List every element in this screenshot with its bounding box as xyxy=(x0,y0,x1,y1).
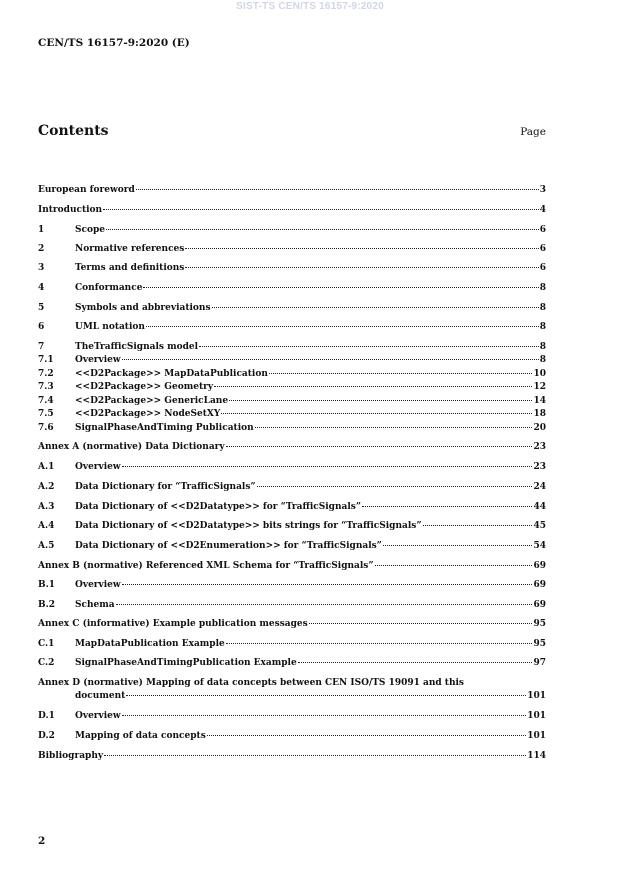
toc-entry-page: 23 xyxy=(533,462,546,472)
toc-entry-title: document xyxy=(75,691,126,701)
toc-entry-page: 6 xyxy=(539,225,546,235)
dot-leader xyxy=(185,267,538,268)
toc-entry-page: 6 xyxy=(539,244,546,254)
toc-entry[interactable] xyxy=(38,657,546,670)
dot-leader xyxy=(103,209,539,210)
dot-leader xyxy=(146,326,539,327)
toc-entry-title: Overview xyxy=(75,580,121,590)
toc-entry-page: 4 xyxy=(539,205,546,215)
toc-entry-title: Overview xyxy=(75,355,121,365)
toc-entry[interactable] xyxy=(38,368,546,381)
toc-entry-number: 1 xyxy=(38,225,45,235)
document-id: CEN/TS 16157-9:2020 (E) xyxy=(38,37,190,49)
dot-leader xyxy=(116,604,533,605)
dot-leader xyxy=(122,584,533,585)
toc-entry-title: SignalPhaseAndTiming Publication xyxy=(75,423,254,433)
toc-entry-title: Data Dictionary of <<D2Enumeration>> for “TrafficSignals” xyxy=(75,541,382,551)
toc-entry-title: <<D2Package>> GenericLane xyxy=(75,396,229,406)
toc-entry-number: C.1 xyxy=(38,639,55,649)
toc-entry-title: Overview xyxy=(75,462,121,472)
toc-entry[interactable] xyxy=(38,677,546,703)
dot-leader xyxy=(106,229,539,230)
toc-entry-title: Annex B (normative) Referenced XML Schema for “TrafficSignals” xyxy=(38,561,374,571)
toc-entry-number: 5 xyxy=(38,303,45,313)
toc-entry[interactable] xyxy=(38,560,546,573)
toc-entry-title: MapDataPublication Example xyxy=(75,639,225,649)
toc-entry-number: 4 xyxy=(38,283,45,293)
dot-leader xyxy=(309,623,533,624)
toc-entry-title: Data Dictionary for “TrafficSignals” xyxy=(75,482,256,492)
dot-leader xyxy=(122,466,533,467)
toc-entry-title: <<D2Package>> Geometry xyxy=(75,382,214,392)
toc-entry-page: 8 xyxy=(539,283,546,293)
toc-entry-number: A.4 xyxy=(38,521,55,531)
toc-entry-page: 20 xyxy=(533,423,546,433)
toc-entry-page: 8 xyxy=(539,303,546,313)
toc-entry[interactable] xyxy=(38,710,546,723)
toc-entry[interactable] xyxy=(38,599,546,612)
dot-leader xyxy=(104,755,526,756)
toc-entry-title: Annex A (normative) Data Dictionary xyxy=(38,442,225,452)
toc-entry-number: B.2 xyxy=(38,600,56,610)
dot-leader xyxy=(383,545,533,546)
toc-entry-title: SignalPhaseAndTimingPublication Example xyxy=(75,658,297,668)
toc-entry-number: C.2 xyxy=(38,658,55,668)
toc-entry[interactable] xyxy=(38,638,546,651)
toc-entry-number: B.1 xyxy=(38,580,56,590)
toc-entry-page: 12 xyxy=(533,382,546,392)
toc-entry[interactable] xyxy=(38,730,546,743)
toc-entry-page: 8 xyxy=(539,322,546,332)
toc-entry-page: 18 xyxy=(533,409,546,419)
dot-leader xyxy=(423,525,533,526)
dot-leader xyxy=(229,400,532,401)
dot-leader xyxy=(226,446,533,447)
toc-entry[interactable] xyxy=(38,395,546,408)
toc-entry-number: A.2 xyxy=(38,482,55,492)
toc-entry[interactable] xyxy=(38,321,546,334)
toc-entry[interactable] xyxy=(38,341,546,354)
toc-entry-title: Symbols and abbreviations xyxy=(75,303,211,313)
toc-entry[interactable] xyxy=(38,204,546,217)
toc-entry-number: D.1 xyxy=(38,711,55,721)
toc-entry[interactable] xyxy=(38,243,546,256)
dot-leader xyxy=(362,506,532,507)
toc-entry-page: 14 xyxy=(533,396,546,406)
toc-entry-number: 3 xyxy=(38,263,45,273)
toc-entry-number: 6 xyxy=(38,322,45,332)
toc-entry-title: Terms and definitions xyxy=(75,263,185,273)
toc-entry[interactable] xyxy=(38,520,546,533)
page-column-label: Page xyxy=(520,126,546,138)
toc-entry-page: 8 xyxy=(539,342,546,352)
toc-entry[interactable] xyxy=(38,184,546,197)
toc-entry-number: 7.5 xyxy=(38,409,54,419)
toc-entry-number: 2 xyxy=(38,244,45,254)
dot-leader xyxy=(126,695,526,696)
toc-entry-page: 54 xyxy=(533,541,546,551)
dot-leader xyxy=(212,307,539,308)
dot-leader xyxy=(136,189,539,190)
toc-entry[interactable] xyxy=(38,262,546,275)
toc-entry-title: European foreword xyxy=(38,185,135,195)
toc-entry-number: D.2 xyxy=(38,731,55,741)
toc-entry-page: 3 xyxy=(539,185,546,195)
toc-entry[interactable] xyxy=(38,224,546,237)
dot-leader xyxy=(122,359,539,360)
dot-leader xyxy=(143,287,538,288)
toc-entry-page: 69 xyxy=(533,580,546,590)
toc-entry[interactable] xyxy=(38,540,546,553)
dot-leader xyxy=(221,413,532,414)
toc-entry-number: 7.6 xyxy=(38,423,54,433)
dot-leader xyxy=(185,248,538,249)
toc-entry[interactable] xyxy=(38,282,546,295)
toc-entry-page: 24 xyxy=(533,482,546,492)
toc-entry-page: 97 xyxy=(533,658,546,668)
dot-leader xyxy=(255,427,533,428)
dot-leader xyxy=(122,715,527,716)
toc-entry-page: 23 xyxy=(533,442,546,452)
toc-entry-title: Overview xyxy=(75,711,121,721)
toc-entry-page: 44 xyxy=(533,502,546,512)
contents-title: Contents xyxy=(38,123,109,139)
toc-entry-page: 45 xyxy=(533,521,546,531)
toc-entry[interactable] xyxy=(38,461,546,474)
toc-entry-title: Conformance xyxy=(75,283,143,293)
toc-entry-title: Data Dictionary of <<D2Datatype>> for “TrafficSignals” xyxy=(75,502,362,512)
toc-entry-page: 10 xyxy=(533,369,546,379)
dot-leader xyxy=(199,346,539,347)
toc-entry[interactable] xyxy=(38,750,546,763)
dot-leader xyxy=(269,373,533,374)
toc-entry-number: 7.3 xyxy=(38,382,54,392)
toc-entry-page: 95 xyxy=(533,619,546,629)
toc-entry-page: 101 xyxy=(527,691,546,701)
toc-entry-number: 7.4 xyxy=(38,396,54,406)
toc-entry-title: Scope xyxy=(75,225,106,235)
dot-leader xyxy=(298,662,533,663)
toc-entry-page: 114 xyxy=(527,751,546,761)
toc-entry-page: 8 xyxy=(539,355,546,365)
dot-leader xyxy=(375,565,533,566)
toc-entry[interactable] xyxy=(38,422,546,435)
dot-leader xyxy=(257,486,533,487)
toc-entry[interactable] xyxy=(38,501,546,514)
dot-leader xyxy=(214,386,532,387)
toc-entry-title: Annex C (informative) Example publication messages xyxy=(38,619,308,629)
toc-entry-title: Normative references xyxy=(75,244,185,254)
toc-entry-page: 101 xyxy=(527,711,546,721)
toc-entry-title: Schema xyxy=(75,600,115,610)
toc-entry[interactable] xyxy=(38,618,546,631)
dot-leader xyxy=(207,735,526,736)
toc-entry-number: A.5 xyxy=(38,541,55,551)
toc-entry-title: Bibliography xyxy=(38,751,104,761)
watermark: SIST-TS CEN/TS 16157-9:2020 xyxy=(236,1,384,12)
toc-entry-title: UML notation xyxy=(75,322,145,332)
toc-entry-title: Introduction xyxy=(38,205,103,215)
toc-entry[interactable] xyxy=(38,481,546,494)
toc-entry-number: 7.1 xyxy=(38,355,54,365)
toc-entry[interactable] xyxy=(38,302,546,315)
toc-entry-title: <<D2Package>> NodeSetXY xyxy=(75,409,221,419)
toc-entry-page: 69 xyxy=(533,561,546,571)
toc-entry-page: 69 xyxy=(533,600,546,610)
footer-page-number: 2 xyxy=(38,835,46,847)
toc-entry-page: 95 xyxy=(533,639,546,649)
toc-entry-page: 6 xyxy=(539,263,546,273)
toc-entry-title-line1: Annex D (normative) Mapping of data concepts between CEN ISO/TS 19091 and this xyxy=(38,678,464,688)
toc-entry[interactable] xyxy=(38,354,546,367)
toc-entry-page: 101 xyxy=(527,731,546,741)
toc-entry-number: 7 xyxy=(38,342,45,352)
toc-entry-number: 7.2 xyxy=(38,369,54,379)
toc-entry[interactable] xyxy=(38,441,546,454)
toc-entry[interactable] xyxy=(38,408,546,421)
toc-entry-title: TheTrafficSignals model xyxy=(75,342,199,352)
toc-entry-number: A.1 xyxy=(38,462,55,472)
toc-entry-title: <<D2Package>> MapDataPublication xyxy=(75,369,268,379)
toc-entry-title: Data Dictionary of <<D2Datatype>> bits strings for “TrafficSignals” xyxy=(75,521,422,531)
toc-entry[interactable] xyxy=(38,381,546,394)
toc-entry-title: Mapping of data concepts xyxy=(75,731,206,741)
toc-entry-number: A.3 xyxy=(38,502,55,512)
toc-entry[interactable] xyxy=(38,579,546,592)
dot-leader xyxy=(226,643,533,644)
